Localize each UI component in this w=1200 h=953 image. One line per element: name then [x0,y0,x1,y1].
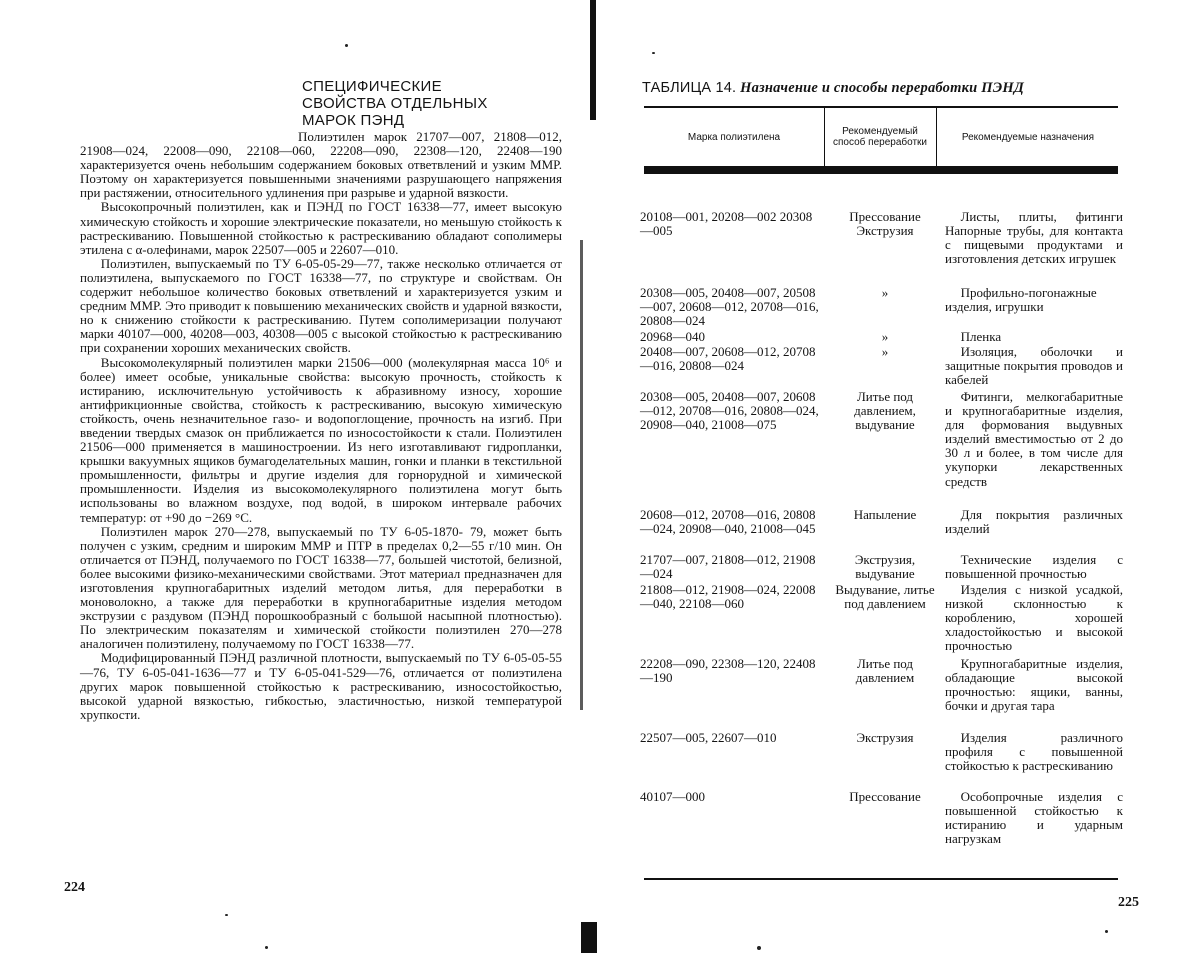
paragraph: Модифицированный ПЭНД различной плотности, выпускаемый по ТУ 6-05-05-55—76, ТУ 6-05-041-1636—77 и ТУ 6-05-041-529—76, отличается от полиэтилена других марок повышенной стойкостью к растрескиванию, износостойкостью, высокой ударной вязкостью, гибкостью, эластичностью, низкой температурой хрупкости. [80,650,562,722]
cell-use: Технические изделия с повышенной прочностью [945,552,1123,582]
table-caption [642,80,1024,97]
cell-method: Выдувание, литье под давлением [835,582,935,612]
scan-speck [1105,930,1108,933]
scan-speck [225,914,228,916]
cell-grade: 22507—005, 22607—010 [640,730,777,745]
page-number: 224 [64,880,85,895]
header-method: Рекомендуемый способ переработки [833,126,927,148]
cell-grade: 20108—001, 20208—002 20308—005 [640,209,813,239]
right-page [600,0,1200,953]
cell-grade: 20608—012, 20708—016, 20808—024, 20908—040, 21008—045 [640,507,816,537]
heading-line-1: СПЕЦИФИЧЕСКИЕ [302,78,442,95]
table-label: ТАБЛИЦА 14. [642,80,737,96]
cell-use: Крупногабаритные изделия, обладающие высокой прочностью: ящики, ванны, бочки и другая тара [945,656,1123,714]
table-title: Назначение и способы переработки ПЭНД [740,80,1024,96]
page-number: 225 [1118,895,1139,910]
heading-line-3: МАРОК ПЭНД [302,112,405,129]
cell-use: Изоляция, оболочки и защитные покрытия проводов и кабелей [945,344,1123,388]
cell-method: Напыление [853,507,917,522]
scan-speck [757,946,761,950]
cell-use: Фитинги, мелкогабаритные и крупногабаритные изделия, для формования выдувных изделий вместимостью от 2 до 30 л и более, в том числе для укупорки лекарственных средств [945,389,1123,489]
table-top-rule [644,106,1118,108]
cell-method: Экструзия, выдувание [854,552,916,582]
cell-method: Экструзия [856,730,914,745]
scan-speck [345,44,348,47]
cell-grade: 21707—007, 21808—012, 21908—024 [640,552,816,582]
cell-method: Литье под давлением [855,656,915,686]
cell-grade: 21808—012, 21908—024, 22008—040, 22108—060 [640,582,816,612]
cell-method: » [881,285,889,300]
cell-grade: 20308—005, 20408—007, 20608—012, 20708—016, 20808—024, 20908—040, 21008—075 [640,389,819,433]
cell-use: Листы, плиты, фитинги Напорные трубы, для контакта с пищевыми продуктами и изготовления детских игрушек [945,209,1123,267]
cell-use: Пленка [960,329,1002,344]
table-bottom-rule [644,878,1118,880]
paragraph: Полиэтилен марок 21707—007, 21808—012, 21908—024, 22008—090, 22108—060, 22208—090, 22308—120, 22408—190 характеризуется очень небольшим содержанием боковых ответвлений и узким ММР. Поэтому он характеризуется повышенными значениями разрушающего напряжения при растяжении, относительного удлинения при разрыве и ударной вязкости. [80,129,562,201]
cell-grade: 20968—040 [640,329,705,344]
book-spine-shadow [590,0,596,120]
cell-use: Особопрочные изделия с повышенной стойкостью к истиранию и ударным нагрузкам [945,789,1123,847]
paragraph: Полиэтилен марок 270—278, выпускаемый по ТУ 6-05-1870- 79, может быть получен с узким, средним и широким ММР и ПТР в пределах 0,2—55 г/10 мин. Он отличается от ПЭНД, получаемого по ГОСТ 16338—77, большей чистотой, белизной, более высокими физико-механическими свойствами. Этот материал предназначен для изготовления крупногабаритных изделий методом литья, для переработки в моноволокно, а также для переработки в крупногабаритные изделия методом экструзии с раздувом (ПЭНД порошкообразный с большой насыпной плотностью). По электрическим показателям и химической стойкости полиэтилен 270—278 аналогичен полиэтилену, получаемому по ГОСТ 16338—77. [80,523,562,652]
cell-grade: 22208—090, 22308—120, 22408—190 [640,656,816,686]
cell-method: Литье под давлением, выдувание [854,389,916,433]
book-spine-shadow-bottom [581,922,597,953]
section-heading [302,78,552,129]
header-divider [936,108,937,166]
paragraph: Высокомолекулярный полиэтилен марки 21506—000 (молекулярная масса 10⁶ и более) имеет особые, уникальные свойства: высокую прочность, стойкость к истиранию, исключительную устойчивость к абразивному износу, хорошие антифрикционные свойства, стойкость к растрескиванию, высокую химическую стойкость, очень незначительное газо- и водопоглощение, прочность на изгиб. При введении твердых смазок он приближается по износостойкости к стали. Полиэтилен 21506—000 применяется в машиностроении. Из него изготавливают гидропланки, крышки вакуумных ящиков бумагоделательных машин, гонки и планки в текстильной промышленности, фильтры и другие изделия для горнорудной и химической промышленности. Изделия из высокомолекулярного полиэтилена могут быть использованы во влажном воздухе, под водой, в широком интервале рабочих температур: от +90 до −269 °С. [80,354,562,525]
cell-use: Изделия с низкой усадкой, низкой склонностью к короблению, хорошей хладостойкостью и высокой прочностью [945,582,1123,654]
header-grade: Марка полиэтилена [687,131,781,143]
body-text [80,130,562,722]
book-spine-edge [580,240,583,710]
cell-method: Прессование Экструзия [849,209,921,239]
header-divider [824,108,825,166]
cell-method: » [881,344,889,359]
left-page [0,0,580,953]
paragraph: Высокопрочный полиэтилен, как и ПЭНД по ГОСТ 16338—77, имеет высокую химическую стойкость и хорошие электрические показатели, но меньшую стойкость к растрескиванию. Повышенной стойкостью к растрескиванию обладают сополимеры этилена с α-олефинами, марок 22507—005 и 22607—010. [80,199,562,257]
paragraph: Полиэтилен, выпускаемый по ТУ 6-05-05-29—77, также несколько отличается от полиэтилена, выпускаемого по ГОСТ 16338—77, по структуре и свойствам. Он содержит небольшое количество боковых ответвлений и характеризуется узким и средним ММР. Это приводит к повышению механических свойств и ударной вязкости, но к снижению стойкости к растрескиванию. Путем сополимеризации получают марки 40107—000, 40208—003, 40308—005 с высокой стойкостью к растрескиванию при сохранении хороших механических свойств. [80,255,562,356]
cell-use: Профильно-погонажные изделия, игрушки [945,285,1097,315]
cell-grade: 20408—007, 20608—012, 20708—016, 20808—024 [640,344,816,374]
cell-grade: 20308—005, 20408—007, 20508—007, 20608—012, 20708—016, 20808—024 [640,285,819,329]
table-header-rule [644,166,1118,174]
cell-grade: 40107—000 [640,789,705,804]
cell-method: Прессование [849,789,921,804]
scan-speck [652,52,655,54]
scan-speck [265,946,268,949]
cell-use: Изделия различного профиля с повышенной стойкостью к растрескиванию [945,730,1123,774]
heading-line-2: СВОЙСТВА ОТДЕЛЬНЫХ [302,95,488,112]
header-use: Рекомендуемые назначения [961,131,1095,143]
cell-use: Для покрытия различных изделий [945,507,1123,537]
cell-method: » [881,329,889,344]
